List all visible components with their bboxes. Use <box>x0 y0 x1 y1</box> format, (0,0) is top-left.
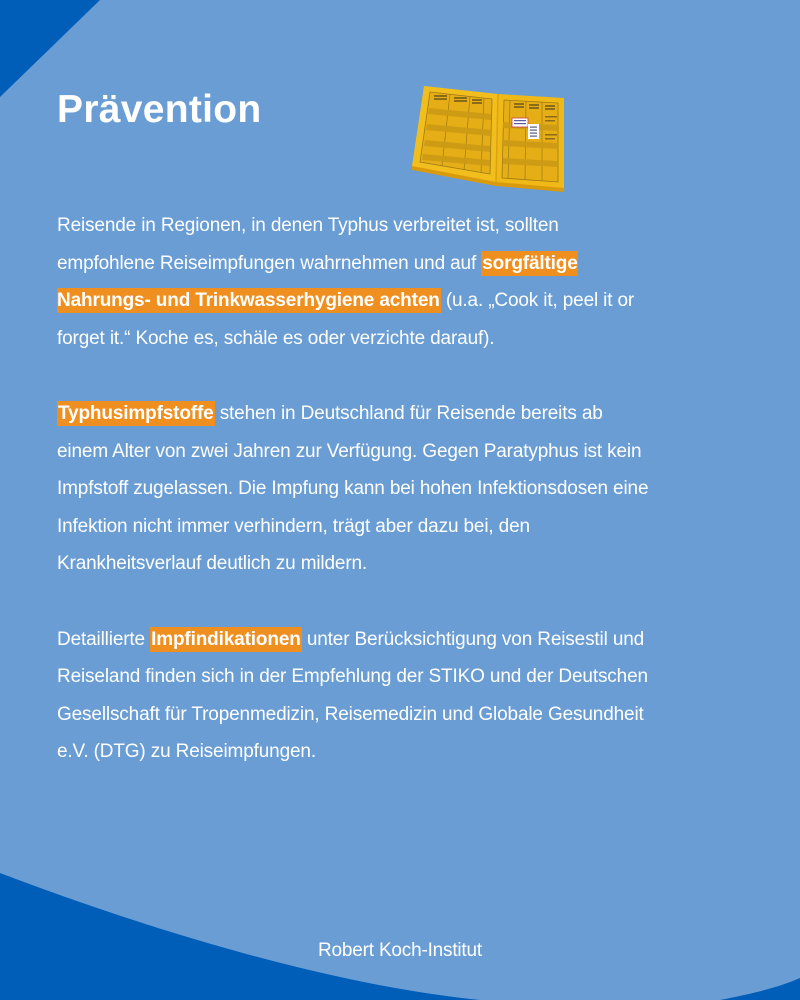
footer-organization: Robert Koch-Institut <box>318 940 482 961</box>
paragraph-text: Detaillierte <box>57 628 151 650</box>
highlight-hygiene: sorgfältige Nahrungs- und Trinkwasserhygiene achten <box>57 252 578 312</box>
paragraph-indications <box>57 621 657 771</box>
bottom-right-wave <box>720 978 800 1000</box>
paragraph-text: (u.a. „Cook it, peel it or forget it.“ Koche es, schäle es oder verzichte darauf). <box>57 290 635 349</box>
vaccination-booklet-icon <box>408 82 568 194</box>
slide-body <box>57 207 657 809</box>
bottom-wave <box>0 873 480 1000</box>
paragraph-vaccines <box>57 395 657 583</box>
paragraph-travel-hygiene <box>57 207 657 357</box>
paragraph-text: Reisende in Regionen, in denen Typhus verbreitet ist, sollten empfohlene Reiseimpfungen wahrnehmen und auf <box>57 215 559 274</box>
slide-title: Prävention <box>57 88 262 131</box>
highlight-typhusimpfstoffe: Typhusimpfstoffe <box>58 402 214 424</box>
paragraph-text: unter Berücksichtigung von Reisestil und Reiseland finden sich in der Empfehlung der STIKO und der Deutschen Gesellschaft für Tropenmedizin, Reisemedizin und Globale Gesundheit e.V. (DTG) zu Reiseimpfungen. <box>57 628 648 763</box>
corner-triangle <box>0 0 100 97</box>
paragraph-text: stehen in Deutschland für Reisende bereits ab einem Alter von zwei Jahren zur Verfügung. Gegen Paratyphus ist kein Impfstoff zugelassen. Die Impfung kann bei hohen Infektionsdosen eine Infektion nicht immer verhindern, trägt aber dazu bei, den Krankheitsverlauf deutlich zu mildern. <box>57 402 649 575</box>
highlight-impfindikationen: Impfindikationen <box>151 628 301 650</box>
